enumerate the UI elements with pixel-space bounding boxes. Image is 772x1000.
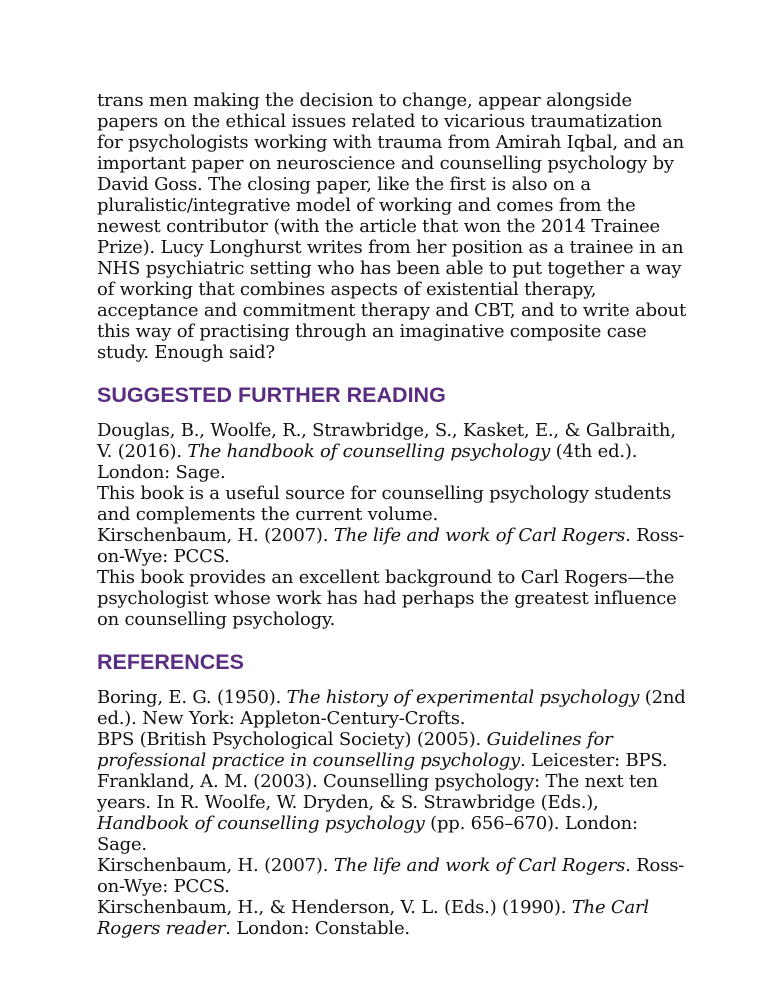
entry-title: The Carl Rogers reader <box>97 897 649 939</box>
entry-publication: . Ross-on-Wye: PCCS. <box>97 855 685 897</box>
intro-paragraph: trans men making the decision to change, appear alongside papers on the ethical issues related to vicarious traumatization for psychologists working with trauma from Amirah Iqbal, and an important paper on neuroscience and counselling psychology by David Goss. The closing paper, like the first is also on a pluralistic/integrative model of working and comes from the newest contributor (with the article that won the 2014 Trainee Prize). Lucy Longhurst writes from her position as a trainee in an NHS psychiatric setting who has been able to put together a way of working that combines aspects of existential therapy, acceptance and commitment therapy and CBT, and to write about this way of practising through an imaginative composite case study. Enough said? <box>97 90 687 363</box>
further-reading-entry <box>97 525 687 567</box>
reference-entry <box>97 897 687 939</box>
reference-entry <box>97 771 687 855</box>
reference-entry <box>97 687 687 729</box>
reference-entry <box>97 855 687 897</box>
entry-title: The life and work of Carl Rogers <box>333 525 626 546</box>
entry-authors: BPS (British Psychological Society) (2005). <box>97 729 487 750</box>
entry-authors: Kirschenbaum, H. (2007). <box>97 855 334 876</box>
entry-authors: Kirschenbaum, H., & Henderson, V. L. (Eds.) (1990). <box>97 897 572 918</box>
entry-authors: Kirschenbaum, H. (2007). <box>97 525 334 546</box>
entry-publication: (pp. 656–670). London: Sage. <box>97 813 638 855</box>
entry-publication: . London: Constable. <box>225 918 410 939</box>
document-page <box>97 90 687 939</box>
entry-title: The history of experimental psychology <box>286 687 640 708</box>
further-reading-annotation: This book provides an excellent background to Carl Rogers—the psychologist whose work has had perhaps the greatest influence on counselling psychology. <box>97 567 677 630</box>
entry-publication: (2nd ed.). New York: Appleton-Century-Crofts. <box>97 687 686 729</box>
entry-authors: Douglas, B., Woolfe, R., Strawbridge, S., Kasket, E., & Galbraith, V. (2016). <box>97 420 676 462</box>
entry-publication: . Leicester: BPS. <box>520 750 668 771</box>
entry-authors: Boring, E. G. (1950). <box>97 687 287 708</box>
entry-title: The handbook of counselling psychology <box>187 441 551 462</box>
further-reading-annotation: This book is a useful source for counselling psychology students and complements the current volume. <box>97 483 672 525</box>
references-heading: REFERENCES <box>97 650 244 674</box>
further-reading-heading: SUGGESTED FURTHER READING <box>97 383 446 407</box>
entry-authors: Frankland, A. M. (2003). Counselling psychology: The next ten years. In R. Woolfe, W. Dryden, & S. Strawbridge (Eds.), <box>97 771 658 813</box>
reference-entry <box>97 729 687 771</box>
entry-title: Handbook of counselling psychology <box>97 813 425 834</box>
entry-publication: . Ross-on-Wye: PCCS. <box>97 525 685 567</box>
entry-title: The life and work of Carl Rogers <box>333 855 626 876</box>
entry-publication: (4th ed.). London: Sage. <box>97 441 638 483</box>
entry-title: Guidelines for professional practice in counselling psychology <box>97 729 613 771</box>
further-reading-entry <box>97 420 687 483</box>
